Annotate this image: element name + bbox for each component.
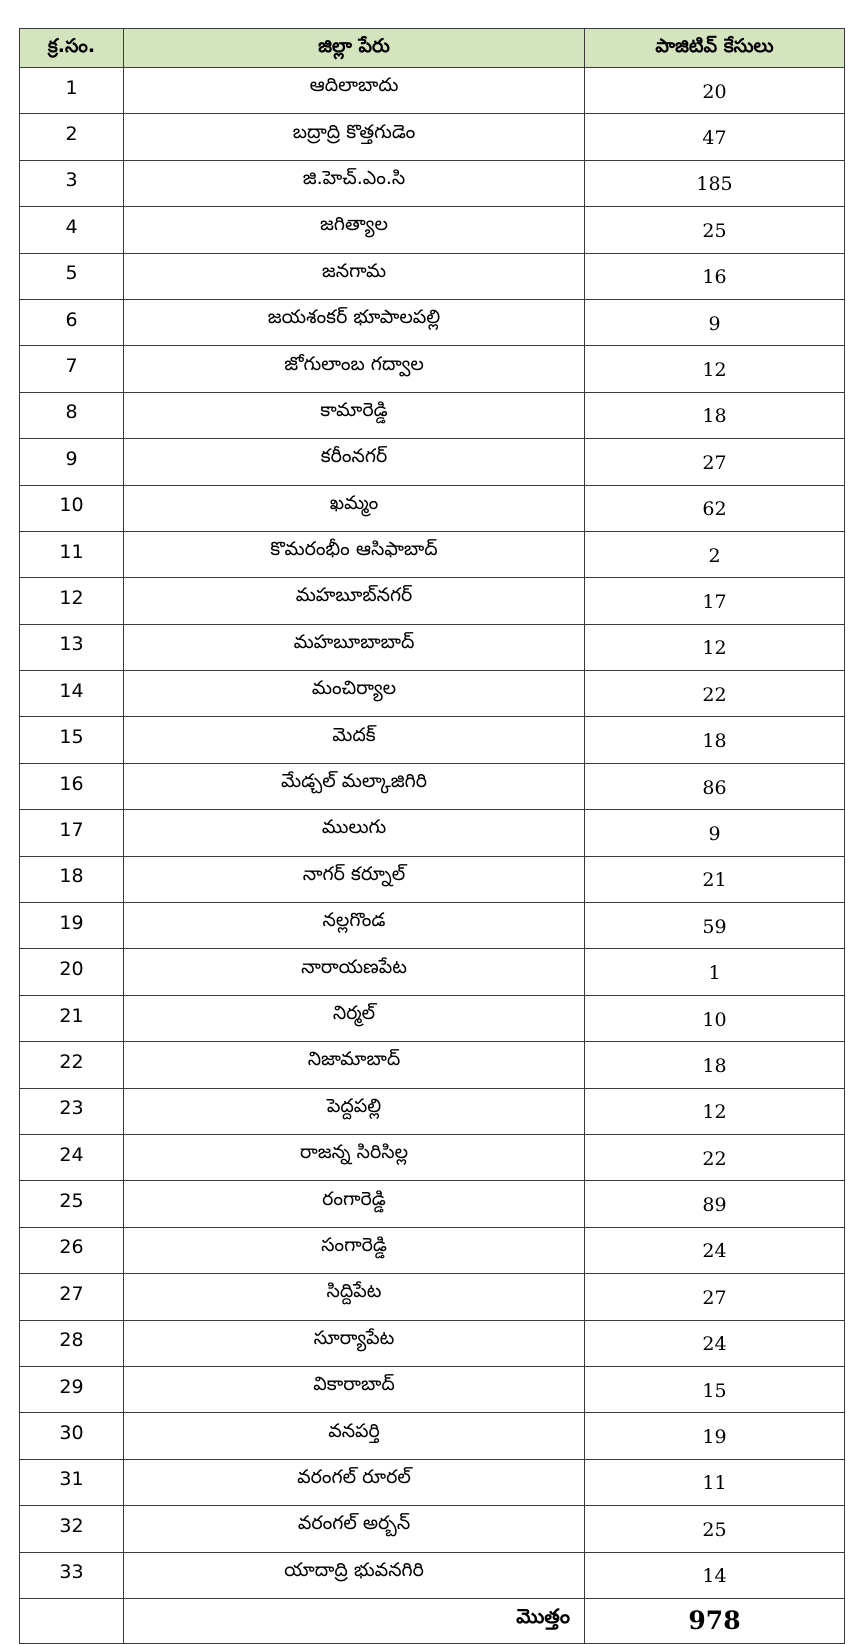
table-row [20,114,845,160]
row-district-name: నిర్మల్ [124,995,585,1041]
row-district-name: నాగర్ కర్నూల్ [124,856,585,902]
row-positive-cases: 47 [585,114,845,160]
table-row [20,1227,845,1273]
row-district-name: సిద్దిపేట [124,1274,585,1320]
district-cases-table [19,28,845,1644]
row-positive-cases: 12 [585,624,845,670]
row-serial-number: 14 [20,671,124,717]
row-serial-number: 6 [20,299,124,345]
row-district-name: ములుగు [124,810,585,856]
row-district-name: జోగులాంబ గద్వాల [124,346,585,392]
row-serial-number: 29 [20,1366,124,1412]
row-district-name: కొమరంభీం ఆసిఫాబాద్ [124,531,585,577]
row-positive-cases: 2 [585,531,845,577]
table-row [20,392,845,438]
row-district-name: సూర్యాపేట [124,1320,585,1366]
row-positive-cases: 10 [585,995,845,1041]
row-serial-number: 19 [20,903,124,949]
table-row [20,1042,845,1088]
table-row [20,810,845,856]
row-serial-number: 10 [20,485,124,531]
table-row [20,1088,845,1134]
row-district-name: మహబూబాబాద్ [124,624,585,670]
district-cases-table-container [19,28,844,1644]
table-row [20,949,845,995]
row-district-name: జగిత్యాల [124,207,585,253]
table-row [20,1413,845,1459]
row-district-name: నారాయణపేట [124,949,585,995]
total-value: 978 [585,1598,845,1643]
row-serial-number: 4 [20,207,124,253]
row-district-name: మహబూబ్‌నగర్ [124,578,585,624]
header-row [20,29,845,68]
row-district-name: నిజామాబాద్ [124,1042,585,1088]
row-district-name: జి.హెచ్.ఎం.సి [124,160,585,206]
row-positive-cases: 18 [585,717,845,763]
table-row [20,578,845,624]
row-serial-number: 25 [20,1181,124,1227]
table-row [20,1366,845,1412]
row-serial-number: 7 [20,346,124,392]
row-district-name: జయశంకర్ భూపాలపల్లి [124,299,585,345]
row-serial-number: 1 [20,68,124,114]
row-district-name: వరంగల్ రూరల్ [124,1459,585,1505]
row-serial-number: 9 [20,439,124,485]
row-positive-cases: 21 [585,856,845,902]
row-positive-cases: 22 [585,1134,845,1180]
row-serial-number: 15 [20,717,124,763]
table-row [20,995,845,1041]
row-serial-number: 32 [20,1506,124,1552]
row-positive-cases: 19 [585,1413,845,1459]
table-row [20,346,845,392]
table-row [20,1320,845,1366]
row-serial-number: 5 [20,253,124,299]
row-serial-number: 17 [20,810,124,856]
row-positive-cases: 11 [585,1459,845,1505]
row-serial-number: 18 [20,856,124,902]
table-row [20,160,845,206]
row-serial-number: 3 [20,160,124,206]
row-serial-number: 23 [20,1088,124,1134]
row-district-name: రంగారెడ్డి [124,1181,585,1227]
row-positive-cases: 59 [585,903,845,949]
total-row [20,1598,845,1643]
row-positive-cases: 27 [585,1274,845,1320]
row-positive-cases: 89 [585,1181,845,1227]
table-row [20,531,845,577]
table-row [20,1181,845,1227]
table-row [20,439,845,485]
table-row [20,671,845,717]
row-district-name: బద్రాద్రి కొత్తగుడెం [124,114,585,160]
row-positive-cases: 24 [585,1227,845,1273]
row-positive-cases: 17 [585,578,845,624]
row-serial-number: 27 [20,1274,124,1320]
row-district-name: రాజన్న సిరిసిల్ల [124,1134,585,1180]
row-positive-cases: 22 [585,671,845,717]
total-empty-cell [20,1598,124,1643]
row-positive-cases: 18 [585,1042,845,1088]
row-serial-number: 8 [20,392,124,438]
row-serial-number: 20 [20,949,124,995]
table-row [20,1506,845,1552]
row-district-name: మెదక్ [124,717,585,763]
row-positive-cases: 14 [585,1552,845,1598]
row-district-name: సంగారెడ్డి [124,1227,585,1273]
row-district-name: ఖమ్మం [124,485,585,531]
row-district-name: ఆదిలాబాదు [124,68,585,114]
row-district-name: పెద్దపల్లి [124,1088,585,1134]
header-serial-number: క్ర.సం. [20,29,124,68]
row-serial-number: 13 [20,624,124,670]
row-district-name: కరీంనగర్ [124,439,585,485]
row-positive-cases: 12 [585,1088,845,1134]
row-district-name: మంచిర్యాల [124,671,585,717]
table-row [20,903,845,949]
table-row [20,253,845,299]
row-serial-number: 12 [20,578,124,624]
row-serial-number: 11 [20,531,124,577]
table-header [20,29,845,68]
row-positive-cases: 185 [585,160,845,206]
table-row [20,624,845,670]
row-serial-number: 21 [20,995,124,1041]
row-serial-number: 26 [20,1227,124,1273]
row-serial-number: 2 [20,114,124,160]
row-district-name: వరంగల్ అర్బన్ [124,1506,585,1552]
table-row [20,207,845,253]
row-positive-cases: 9 [585,810,845,856]
row-positive-cases: 18 [585,392,845,438]
row-district-name: వికారాబాద్ [124,1366,585,1412]
row-positive-cases: 25 [585,207,845,253]
header-district-name: జిల్లా పేరు [124,29,585,68]
table-row [20,1274,845,1320]
row-district-name: కామారెడ్డి [124,392,585,438]
row-positive-cases: 9 [585,299,845,345]
row-serial-number: 33 [20,1552,124,1598]
table-row [20,717,845,763]
table-row [20,763,845,809]
row-positive-cases: 15 [585,1366,845,1412]
row-positive-cases: 24 [585,1320,845,1366]
row-district-name: మేడ్చల్ మల్కాజిగిరి [124,763,585,809]
row-serial-number: 31 [20,1459,124,1505]
table-row [20,1552,845,1598]
row-positive-cases: 62 [585,485,845,531]
row-positive-cases: 1 [585,949,845,995]
row-district-name: యాదాద్రి భువనగిరి [124,1552,585,1598]
row-serial-number: 24 [20,1134,124,1180]
table-body [20,68,845,1599]
row-district-name: వనపర్తి [124,1413,585,1459]
table-row [20,856,845,902]
row-positive-cases: 27 [585,439,845,485]
table-row [20,299,845,345]
row-district-name: నల్లగొండ [124,903,585,949]
table-row [20,485,845,531]
total-label: మొత్తం [124,1598,585,1643]
header-positive-cases: పాజిటివ్ కేసులు [585,29,845,68]
row-positive-cases: 20 [585,68,845,114]
row-positive-cases: 12 [585,346,845,392]
row-district-name: జనగామ [124,253,585,299]
row-positive-cases: 86 [585,763,845,809]
table-row [20,1134,845,1180]
row-serial-number: 16 [20,763,124,809]
row-positive-cases: 16 [585,253,845,299]
table-footer [20,1598,845,1643]
row-serial-number: 22 [20,1042,124,1088]
table-row [20,1459,845,1505]
row-serial-number: 28 [20,1320,124,1366]
row-positive-cases: 25 [585,1506,845,1552]
row-serial-number: 30 [20,1413,124,1459]
table-row [20,68,845,114]
